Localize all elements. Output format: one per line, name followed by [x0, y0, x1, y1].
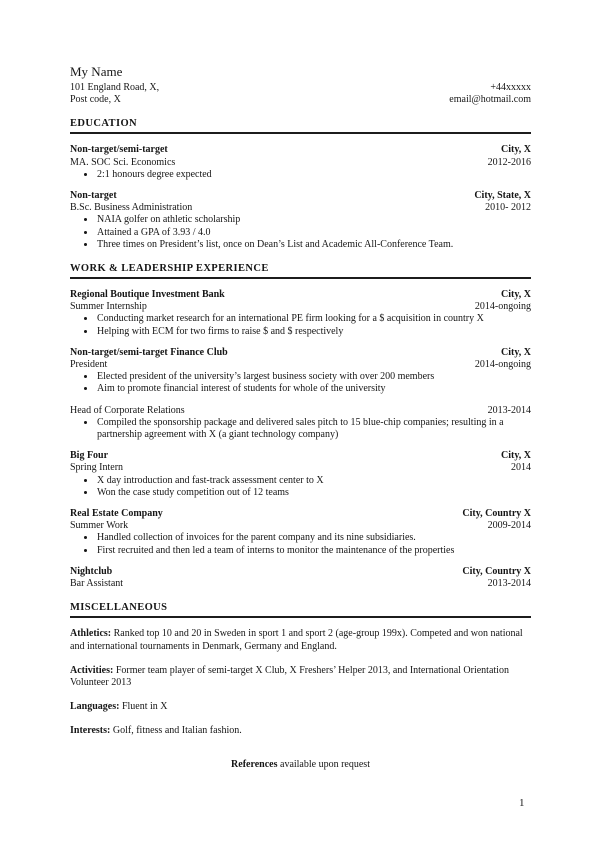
misc-label: Activities:	[70, 664, 114, 676]
experience-entry-2	[70, 347, 531, 396]
misc-text: Ranked top 10 and 20 in Sweden in sport 1 and sport 2 (age-group 199x). Competed and won national and international tournaments in Denmark, Germany and England.	[70, 628, 523, 652]
entry-location: City, X	[501, 450, 531, 462]
entry-role: Head of Corporate Relations	[70, 404, 185, 416]
section-heading-experience: WORK & LEADERSHIP EXPERIENCE	[70, 263, 531, 279]
experience-entry-1	[70, 289, 531, 338]
entry-dates: 2013-2014	[487, 578, 531, 590]
bullet-list	[70, 417, 531, 441]
bullet-list	[70, 371, 531, 395]
entry-location: City, Country X	[462, 565, 531, 577]
entry-title-row	[70, 566, 531, 578]
bullet-list	[70, 532, 531, 556]
phone-number: +44xxxxx	[490, 82, 531, 93]
bullet-item: • Attained a GPA of 3.93 / 4.0	[96, 227, 531, 239]
entry-organization: Regional Boutique Investment Bank	[70, 289, 225, 301]
entry-location: City, X	[501, 289, 531, 301]
entry-title-row	[70, 144, 531, 156]
bullet-item: • Handled collection of invoices for the parent company and its nine subsidiaries.	[96, 532, 531, 544]
bullet-item: • Elected president of the university’s largest business society with over 200 members	[96, 371, 531, 383]
misc-languages	[70, 701, 531, 713]
entry-dates: 2009-2014	[487, 520, 531, 532]
address-line-1: 101 England Road, X,	[70, 82, 160, 93]
entry-dates: 2014	[511, 462, 531, 474]
bullet-item: • Conducting market research for an international PE firm looking for a $ acquisition in country X	[96, 313, 531, 325]
misc-activities	[70, 665, 531, 689]
entry-role: Summer Work	[70, 520, 129, 532]
section-heading-miscellaneous: MISCELLANEOUS	[70, 602, 531, 618]
entry-subtitle-row	[70, 405, 531, 417]
misc-athletics	[70, 628, 531, 652]
entry-organization: Real Estate Company	[70, 508, 163, 520]
entry-degree: MA. SOC Sci. Economics	[70, 156, 176, 168]
references-text: available upon request	[277, 758, 370, 770]
entry-title-row	[70, 347, 531, 359]
bullet-list	[70, 475, 531, 499]
misc-label: Languages:	[70, 701, 120, 713]
contact-right-block	[449, 82, 531, 106]
entry-subtitle-row	[70, 520, 531, 532]
education-entry-2	[70, 190, 531, 251]
experience-entry-4	[70, 450, 531, 499]
entry-location: City, X	[501, 144, 531, 156]
entry-dates: 2014-ongoing	[474, 301, 531, 313]
bullet-list	[70, 169, 531, 181]
experience-entry-6	[70, 566, 531, 590]
section-heading-education: EDUCATION	[70, 118, 531, 134]
entry-organization: Nightclub	[70, 565, 113, 577]
misc-label: Interests:	[70, 725, 111, 737]
entry-location: City, X	[501, 346, 531, 358]
entry-role: President	[70, 359, 108, 371]
entry-subtitle-row	[70, 578, 531, 590]
page-number: 1	[519, 797, 525, 809]
bullet-item: • Aim to promote financial interest of students for whole of the university	[96, 383, 531, 395]
experience-entry-5	[70, 508, 531, 557]
entry-dates: 2013-2014	[487, 404, 531, 416]
entry-subtitle-row	[70, 202, 531, 214]
entry-organization: Non-target/semi-target Finance Club	[70, 346, 228, 358]
bullet-item: • Compiled the sponsorship package and delivered sales pitch to 15 blue-chip companies; resulting in a partnership agreement with X (a giant technology company)	[96, 417, 531, 441]
entry-degree: B.Sc. Business Administration	[70, 202, 193, 214]
entry-dates: 2012-2016	[487, 156, 531, 168]
misc-text: Fluent in X	[119, 701, 168, 713]
entry-title-row	[70, 289, 531, 301]
entry-subtitle-row	[70, 157, 531, 169]
misc-text: Former team player of semi-target X Club, X Freshers’ Helper 2013, and International Orientation Volunteer 2013	[70, 664, 509, 688]
entry-institution: Non-target	[70, 190, 117, 202]
entry-subtitle-row	[70, 359, 531, 371]
bullet-item: • Helping with ECM for two firms to raise $ and $ respectively	[96, 326, 531, 338]
entry-institution: Non-target/semi-target	[70, 144, 168, 156]
references-label: References	[231, 758, 278, 770]
references-line	[70, 759, 531, 771]
experience-entry-3-subrole	[70, 405, 531, 442]
entry-location: City, State, X	[474, 190, 531, 202]
bullet-item: • First recruited and then led a team of interns to monitor the maintenance of the properties	[96, 545, 531, 557]
address-block	[70, 82, 159, 106]
contact-block	[70, 82, 531, 106]
entry-subtitle-row	[70, 301, 531, 313]
education-entry-1	[70, 144, 531, 181]
bullet-item: • Won the case study competition out of 12 teams	[96, 487, 531, 499]
entry-dates: 2014-ongoing	[474, 359, 531, 371]
bullet-item: • Three times on President’s list, once on Dean’s List and Academic All-Conference Team.	[96, 239, 531, 251]
entry-title-row	[70, 190, 531, 202]
entry-subtitle-row	[70, 462, 531, 474]
bullet-item: • X day introduction and fast-track assessment center to X	[96, 475, 531, 487]
misc-interests	[70, 725, 531, 737]
resume-content	[70, 64, 531, 771]
entry-role: Bar Assistant	[70, 578, 124, 590]
header-name: My Name	[70, 64, 123, 79]
misc-label: Athletics:	[70, 628, 112, 640]
entry-role: Spring Intern	[70, 462, 124, 474]
entry-organization: Big Four	[70, 450, 109, 462]
entry-title-row	[70, 508, 531, 520]
email-address: email@hotmail.com	[449, 94, 531, 106]
bullet-list	[70, 313, 531, 337]
entry-location: City, Country X	[462, 508, 531, 520]
address-line-2: Post code, X	[70, 94, 121, 106]
entry-dates: 2010- 2012	[485, 202, 531, 214]
misc-text: Golf, fitness and Italian fashion.	[110, 725, 242, 737]
bullet-item: • NAIA golfer on athletic scholarship	[96, 214, 531, 226]
bullet-list	[70, 214, 531, 251]
entry-role: Summer Internship	[70, 301, 147, 313]
bullet-item: • 2:1 honours degree expected	[96, 169, 531, 181]
entry-title-row	[70, 450, 531, 462]
